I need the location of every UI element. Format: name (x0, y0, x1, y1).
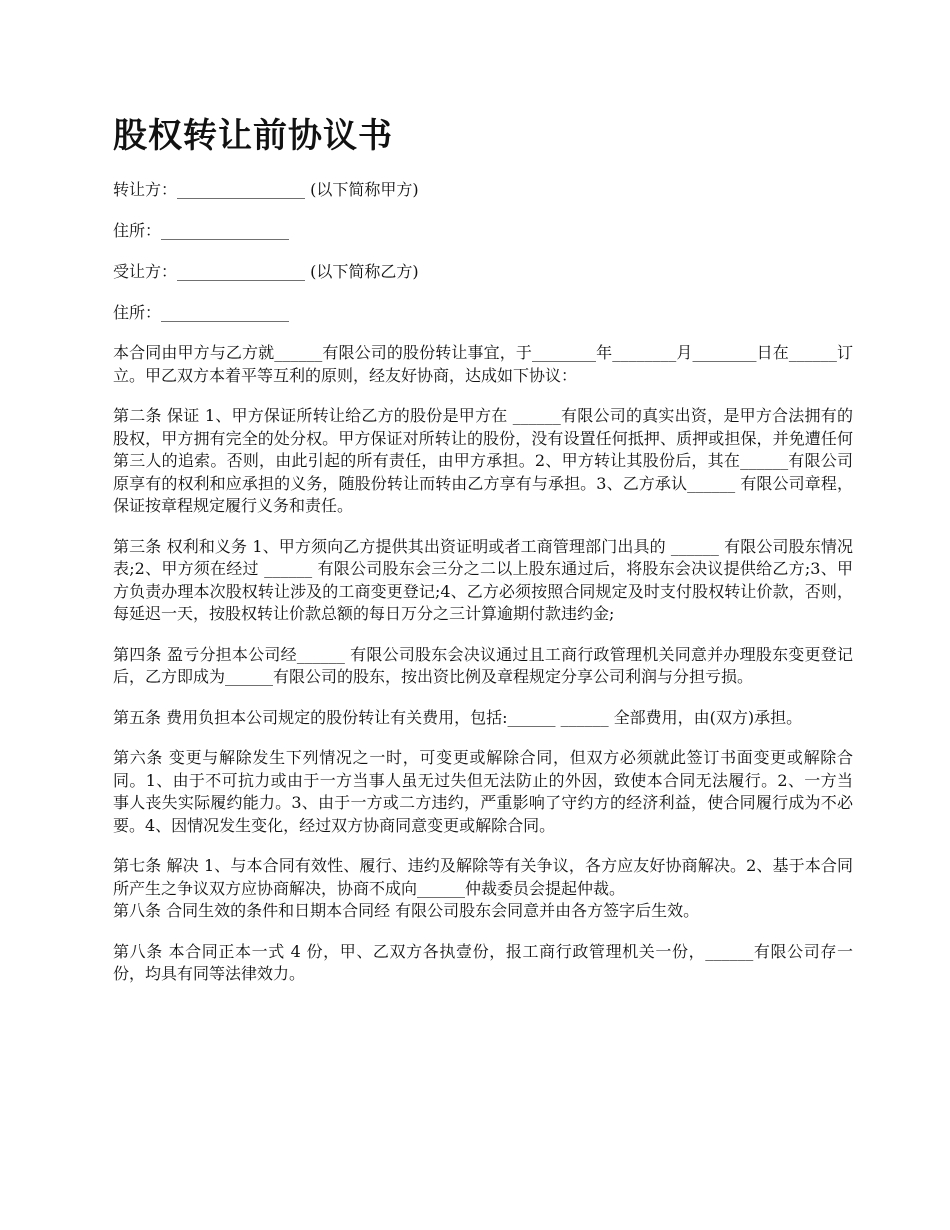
article-7-paragraph: 第七条 解决 1、与本合同有效性、履行、违约及解除等有关争议，各方应友好协商解决。2、基于本合同所产生之争议双方应协商解决，协商不成向______仲裁委员会提起仲裁。 (113, 856, 853, 898)
transferor-field: 转让方：________________ (以下简称甲方) (113, 180, 419, 199)
preamble-paragraph: 本合同由甲方与乙方就______有限公司的股份转让事宜，于________年________月________日在______订立。甲乙双方本着平等互利的原则，经友好协商，达成如下协议： (113, 343, 853, 385)
transferor-address-field: 住所：________________ (113, 221, 290, 240)
article-8-effect-paragraph: 第八条 合同生效的条件和日期本合同经 有限公司股东会同意并由各方签字后生效。 (113, 901, 700, 920)
article-4-paragraph: 第四条 盈亏分担本公司经______ 有限公司股东会决议通过且工商行政管理机关同意并办理股东变更登记后，乙方即成为______有限公司的股东，按出资比例及章程规定分享公司利润与分担亏损。 (113, 644, 853, 686)
transferee-field: 受让方：________________ (以下简称乙方) (113, 262, 419, 281)
article-2-paragraph: 第二条 保证 1、甲方保证所转让给乙方的股份是甲方在 ______有限公司的真实出资，是甲方合法拥有的股权，甲方拥有完全的处分权。甲方保证对所转让的股份，没有设置任何抵押、质押或担保，并免遭任何第三人的追索。否则，由此引起的所有责任，由甲方承担。2、甲方转让其股份后，其在______有限公司原享有的权利和应承担的义务，随股份转让而转由乙方享有与承担。3、乙方承认______ 有限公司章程，保证按章程规定履行义务和责任。 (113, 406, 853, 515)
article-5-paragraph: 第五条 费用负担本公司规定的股份转让有关费用，包括:______ ______ 全部费用，由(双方)承担。 (113, 707, 803, 727)
article-3-paragraph: 第三条 权利和义务 1、甲方须向乙方提供其出资证明或者工商管理部门出具的 ______ 有限公司股东情况表;2、甲方须在经过 ______ 有限公司股东会三分之二以上股东通过后，将股东会决议提供给乙方;3、甲方负责办理本次股权转让涉及的工商变更登记;4、乙方必须按照合同规定及时支付股权转让价款，否则，每延迟一天，按股权转让价款总额的每日万分之三计算逾期付款违约金; (113, 536, 853, 623)
transferee-address-field: 住所：________________ (113, 303, 290, 322)
document-page (113, 108, 853, 1004)
document-title: 股权转让前协议书 (113, 116, 393, 156)
article-6-paragraph: 第六条 变更与解除发生下列情况之一时，可变更或解除合同，但双方必须就此签订书面变更或解除合同。1、由于不可抗力或由于一方当事人虽无过失但无法防止的外因，致使本合同无法履行。2、一方当事人丧失实际履约能力。3、由于一方或二方违约，严重影响了守约方的经济利益，使合同履行成为不必要。4、因情况发生变化，经过双方协商同意变更或解除合同。 (113, 748, 853, 835)
article-8-copies-paragraph: 第八条 本合同正本一式 4 份，甲、乙双方各执壹份，报工商行政管理机关一份，______有限公司存一份，均具有同等法律效力。 (113, 941, 853, 983)
